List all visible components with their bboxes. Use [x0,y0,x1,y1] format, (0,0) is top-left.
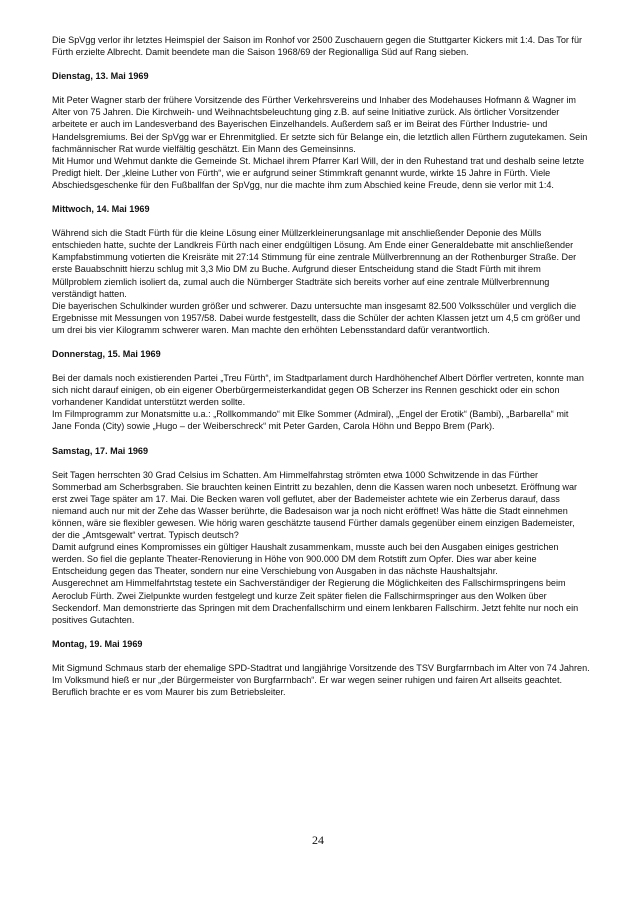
section-heading: Donnerstag, 15. Mai 1969 [52,348,161,359]
section-heading: Dienstag, 13. Mai 1969 [52,71,149,82]
section-paragraph: Mit Peter Wagner starb der frühere Vorsitzende des Fürther Verkehrsvereins und Inhaber des Modehauses Hofmann & Wagner im Alter von 75 Jahren. Die Kirchweih- und Weihnachtsbeleuchtung ging z.B. auf seine Initiative zurück. Als örtlicher Vorsitzender arbeitete er auch im Landesverband des Bayerischen Einzelhandels. Außerdem saß er im Beirat des Fürther Industrie- und Handelsgremiums. Bei der SpVgg war er Ehrenmitglied. Er setzte sich für Belange ein, die letztlich allen Fürthern zugutekamen. Sein fachmännischer Rat wurde vielfältig geschätzt. Ein Mann des Gemeinsinns. [52,95,588,154]
section-heading: Mittwoch, 14. Mai 1969 [52,204,150,215]
section-paragraph: Die bayerischen Schulkinder wurden größer und schwerer. Dazu untersuchte man insgesamt 82.500 Volksschüler und verglich die Ergebnisse mit Messungen von 1957/58. Dabei wurde festgestellt, dass die Schüler der achten Klassen jetzt um 4,5 cm größer und um drei bis vier Kilogramm schwerer waren. Man machte den erhöhten Lebensstandard dafür verantwortlich. [52,300,581,335]
section-paragraph: Während sich die Stadt Fürth für die kleine Lösung einer Müllzerkleinerungsanlage mit anschließender Deponie des Mülls entschieden hatte, suchte der Landkreis Fürth nach einer endgültigen Lösung. Am Ende einer Generaldebatte mit anschließender Kampfabstimmung votierten die Kreisräte mit 27:14 Stimmung für eine zentrale Müllverbrennung an der Rothenburger Straße. Der erste Bauabschnitt hierzu schlug mit 3,3 Mio DM zu Buche. Aufgrund dieser Entscheidung stand die Stadt Fürth mit ihrem Müllproblem ziemlich isoliert da, zumal auch die Nürnberger Stadträte sich bereits vorher auf eine zentrale Müllverbrennung verständigt hatten. [52,228,577,299]
section-13-mai [52,70,590,191]
section-paragraph: Damit aufgrund eines Kompromisses ein gültiger Haushalt zusammenkam, musste auch bei den Ausgaben einiges gestrichen werden. So fiel die geplante Theater-Renovierung in Höhe von 900.000 DM dem Rotstift zum Opfer. Dies war aber keine Entscheidung gegen das Theater, sondern nur eine Verschiebung von Ausgaben in das nächste Haushaltsjahr. [52,542,559,577]
section-17-mai [52,445,590,626]
section-paragraph: Im Filmprogramm zur Monatsmitte u.a.: „Rollkommando“ mit Elke Sommer (Admiral), „Engel der Erotik“ (Bambi), „Barbarella“ mit Jane Fonda (City) sowie „Hugo – der Weiberschreck“ mit Peter Garden, Carola Höhn und Beppo Brem (Park). [52,409,569,432]
page-content [52,34,590,698]
section-heading: Montag, 19. Mai 1969 [52,638,143,649]
section-paragraph: Mit Sigmund Schmaus starb der ehemalige SPD-Stadtrat und langjährige Vorsitzende des TSV Burgfarrnbach im Alter von 74 Jahren. Im Volksmund hieß er nur „der Bürgermeister von Burgfarrnbach“. Er war wegen seiner ruhigen und fairen Art allseits geachtet. Beruflich brachte er es vom Maurer bis zum Betriebsleiter. [52,662,590,698]
section-15-mai [52,348,590,433]
section-paragraph: Ausgerechnet am Himmelfahrtstag testete ein Sachverständiger der Regierung die Möglichkeiten des Fallschirmspringens beim Aeroclub Fürth. Zwei Zielpunkte wurden festgelegt und kurze Zeit später fielen die Fallschirmspringer aus den Wolken über Seckendorf. Man demonstrierte das Springen mit dem Drachenfallschirm und einem lenkbaren Fallschirm. Jetzt fehlte nur noch ein positives Gutachten. [52,578,579,625]
section-19-mai [52,638,590,698]
section-paragraph: Seit Tagen herrschten 30 Grad Celsius im Schatten. Am Himmelfahrstag strömten etwa 1000 Schwitzende in das Fürther Sommerbad am Scherbsgraben. Sie brauchten keinen Eintritt zu bezahlen, denn die Kassen waren noch unbesetzt. Eröffnung war erst zwei Tage später am 17. Mai. Die Becken waren voll geflutet, aber der Bademeister achtete wie ein Zerberus darauf, dass niemand auch nur mit der Zehe das Wasser berührte, die Badesaison war ja noch nicht eröffnet! Was hätte die Stadt einnehmen können, wäre sie flexibler gewesen. Wie hörig waren geschätzte tausend Fürther damals gegenüber einem einzigen Bademeister, der die „Amtsgewalt“ vertrat. Typisch deutsch? [52,469,578,541]
intro-paragraph: Die SpVgg verlor ihr letztes Heimspiel der Saison im Ronhof vor 2500 Zuschauern gegen die Stuttgarter Kickers mit 1:4. Das Tor für Fürth erzielte Albrecht. Damit beendete man die Saison 1968/69 der Regionalliga Süd auf Rang sieben. [52,35,583,58]
section-heading: Samstag, 17. Mai 1969 [52,445,149,456]
page-number: 24 [312,833,324,847]
section-paragraph: Mit Humor und Wehmut dankte die Gemeinde St. Michael ihrem Pfarrer Karl Will, der in den Ruhestand trat und deshalb seine letzte Predigt hielt. Der „kleine Luther von Fürth“, wie er aufgrund seiner Stimmkraft genannt wurde, wirkte 15 Jahre in Fürth. Viele Abschiedsgeschenke für den Fußballfan der SpVgg, nur die machte ihm zum Abschied keine Freude, denn sie verlor mit 1:4. [52,155,585,190]
section-14-mai [52,203,590,336]
section-paragraph: Bei der damals noch existierenden Partei „Treu Fürth“, im Stadtparlament durch Hardhöhenchef Albert Dörfler vertreten, konnte man sich nicht darauf einigen, ob ein eigener Oberbürgermeisterkandidat gegen OB Scherzer ins Rennen geschickt oder ein schon vorhandener Kandidat unterstützt werden sollte. [52,373,584,408]
